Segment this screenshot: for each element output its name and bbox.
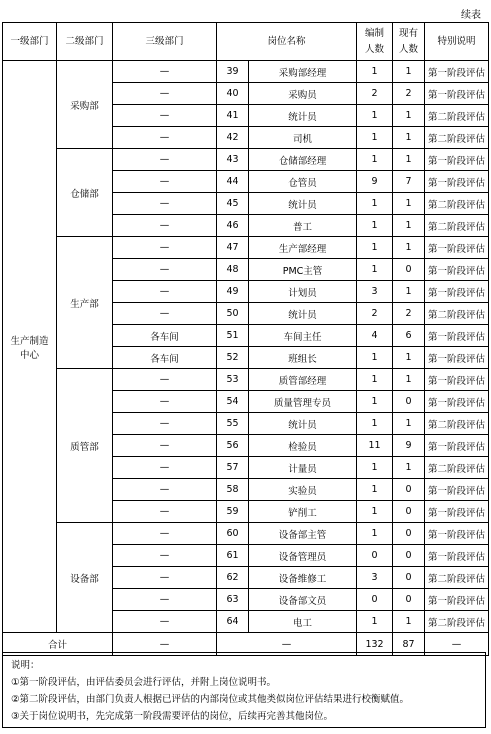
notes-line-2: ②第二阶段评估，由部门负责人根据已评估的内部岗位或其他类似岗位评估结果进行校衡赋值。: [11, 694, 410, 705]
quota-cell: 1: [357, 127, 393, 149]
position-name: 统计员: [249, 303, 357, 325]
position-name: 采购员: [249, 83, 357, 105]
quota-cell: 1: [357, 237, 393, 259]
dept3-cell: —: [113, 391, 217, 413]
dept3-cell: 各车间: [113, 347, 217, 369]
header-dept1: 一级部门: [3, 23, 57, 61]
current-cell: 1: [393, 347, 425, 369]
header-quota: [357, 23, 393, 61]
quota-cell: 11: [357, 435, 393, 457]
position-number: 40: [217, 83, 249, 105]
note-cell: 第一阶段评估: [425, 149, 489, 171]
note-cell: 第一阶段评估: [425, 83, 489, 105]
dept3-cell: —: [113, 501, 217, 523]
current-cell: 0: [393, 259, 425, 281]
current-cell: 0: [393, 523, 425, 545]
dept1-name-line1: 生产制造: [10, 335, 49, 347]
current-cell: 1: [393, 193, 425, 215]
quota-cell: 9: [357, 171, 393, 193]
note-cell: 第一阶段评估: [425, 281, 489, 303]
quota-cell: 1: [357, 501, 393, 523]
current-cell: 1: [393, 611, 425, 633]
position-number: 60: [217, 523, 249, 545]
total-dept3: —: [113, 633, 217, 656]
current-cell: 0: [393, 589, 425, 611]
note-cell: 第一阶段评估: [425, 61, 489, 83]
current-cell: 2: [393, 83, 425, 105]
table-row: [3, 61, 489, 83]
quota-cell: 2: [357, 303, 393, 325]
header-current-line2: 人数: [399, 43, 419, 55]
dept3-cell: —: [113, 259, 217, 281]
dept3-cell: —: [113, 589, 217, 611]
dept2-cell: 生产部: [57, 237, 113, 369]
dept3-cell: —: [113, 479, 217, 501]
position-number: 62: [217, 567, 249, 589]
quota-cell: 1: [357, 105, 393, 127]
dept3-cell: —: [113, 523, 217, 545]
note-cell: 第一阶段评估: [425, 171, 489, 193]
current-cell: 0: [393, 545, 425, 567]
position-name: 统计员: [249, 413, 357, 435]
header-quota-line2: 人数: [365, 43, 385, 55]
quota-cell: 3: [357, 567, 393, 589]
note-cell: 第二阶段评估: [425, 127, 489, 149]
header-dept2: 二级部门: [57, 23, 113, 61]
note-cell: 第二阶段评估: [425, 413, 489, 435]
note-cell: 第一阶段评估: [425, 435, 489, 457]
position-name: 统计员: [249, 193, 357, 215]
position-number: 63: [217, 589, 249, 611]
position-number: 53: [217, 369, 249, 391]
position-number: 58: [217, 479, 249, 501]
position-table: [2, 22, 489, 656]
notes-line-3: ③关于岗位说明书，先完成第一阶段需要评估的岗位，后续再完善其他岗位。: [11, 711, 334, 722]
quota-cell: 1: [357, 61, 393, 83]
position-name: 仓管员: [249, 171, 357, 193]
position-name: 铲削工: [249, 501, 357, 523]
position-name: 设备部文员: [249, 589, 357, 611]
dept3-cell: —: [113, 457, 217, 479]
current-cell: 0: [393, 501, 425, 523]
dept3-cell: —: [113, 149, 217, 171]
note-cell: 第一阶段评估: [425, 501, 489, 523]
position-number: 43: [217, 149, 249, 171]
header-position: 岗位名称: [217, 23, 357, 61]
position-number: 46: [217, 215, 249, 237]
dept3-cell: —: [113, 611, 217, 633]
note-cell: 第一阶段评估: [425, 259, 489, 281]
total-quota: 132: [357, 633, 393, 656]
note-cell: 第二阶段评估: [425, 457, 489, 479]
position-number: 55: [217, 413, 249, 435]
dept1-name-line2: 中心: [19, 349, 39, 361]
current-cell: 1: [393, 413, 425, 435]
position-number: 39: [217, 61, 249, 83]
quota-cell: 1: [357, 347, 393, 369]
current-cell: 1: [393, 237, 425, 259]
quota-cell: 0: [357, 589, 393, 611]
dept3-cell: —: [113, 303, 217, 325]
position-name: 质管部经理: [249, 369, 357, 391]
dept3-cell: —: [113, 369, 217, 391]
notes-line-1: ①第一阶段评估，由评估委员会进行评估，并附上岗位说明书。: [11, 677, 277, 688]
note-cell: 第二阶段评估: [425, 567, 489, 589]
header-quota-line1: 编制: [365, 27, 385, 39]
dept2-cell: 仓储部: [57, 149, 113, 237]
position-name: 生产部经理: [249, 237, 357, 259]
header-note: 特别说明: [425, 23, 489, 61]
dept3-cell: —: [113, 215, 217, 237]
quota-cell: 1: [357, 149, 393, 171]
dept3-cell: —: [113, 105, 217, 127]
position-number: 54: [217, 391, 249, 413]
total-position: —: [217, 633, 357, 656]
dept2-cell: 采购部: [57, 61, 113, 149]
dept3-cell: 各车间: [113, 325, 217, 347]
quota-cell: 1: [357, 611, 393, 633]
position-number: 44: [217, 171, 249, 193]
position-name: 计量员: [249, 457, 357, 479]
current-cell: 1: [393, 127, 425, 149]
note-cell: 第一阶段评估: [425, 589, 489, 611]
quota-cell: 1: [357, 369, 393, 391]
quota-cell: 1: [357, 193, 393, 215]
position-number: 45: [217, 193, 249, 215]
note-cell: 第二阶段评估: [425, 105, 489, 127]
position-number: 59: [217, 501, 249, 523]
quota-cell: 1: [357, 259, 393, 281]
dept3-cell: —: [113, 435, 217, 457]
dept3-cell: —: [113, 171, 217, 193]
position-name: PMC主管: [249, 259, 357, 281]
current-cell: 1: [393, 61, 425, 83]
header-current-line1: 现有: [399, 27, 419, 39]
dept3-cell: —: [113, 127, 217, 149]
current-cell: 1: [393, 369, 425, 391]
current-cell: 1: [393, 281, 425, 303]
header-current: [393, 23, 425, 61]
position-name: 实验员: [249, 479, 357, 501]
dept3-cell: —: [113, 237, 217, 259]
quota-cell: 3: [357, 281, 393, 303]
dept3-cell: —: [113, 545, 217, 567]
position-name: 质量管理专员: [249, 391, 357, 413]
quota-cell: 1: [357, 523, 393, 545]
note-cell: 第一阶段评估: [425, 479, 489, 501]
position-name: 普工: [249, 215, 357, 237]
dept3-cell: —: [113, 83, 217, 105]
dept3-cell: —: [113, 567, 217, 589]
quota-cell: 1: [357, 391, 393, 413]
quota-cell: 0: [357, 545, 393, 567]
position-name: 电工: [249, 611, 357, 633]
dept3-cell: —: [113, 193, 217, 215]
dept3-cell: —: [113, 281, 217, 303]
note-cell: 第一阶段评估: [425, 369, 489, 391]
position-name: 检验员: [249, 435, 357, 457]
position-name: 仓储部经理: [249, 149, 357, 171]
position-number: 51: [217, 325, 249, 347]
dept1-cell: [3, 61, 57, 633]
position-name: 司机: [249, 127, 357, 149]
quota-cell: 1: [357, 457, 393, 479]
position-name: 车间主任: [249, 325, 357, 347]
position-name: 采购部经理: [249, 61, 357, 83]
total-note: —: [425, 633, 489, 656]
total-current: 87: [393, 633, 425, 656]
note-cell: 第二阶段评估: [425, 611, 489, 633]
current-cell: 1: [393, 457, 425, 479]
position-number: 42: [217, 127, 249, 149]
table-row: [3, 149, 489, 171]
quota-cell: 1: [357, 413, 393, 435]
position-number: 56: [217, 435, 249, 457]
position-name: 设备部主管: [249, 523, 357, 545]
position-name: 设备管理员: [249, 545, 357, 567]
quota-cell: 1: [357, 479, 393, 501]
position-number: 47: [217, 237, 249, 259]
continued-label: 续表: [461, 10, 481, 21]
note-cell: 第一阶段评估: [425, 545, 489, 567]
header-dept3: 三级部门: [113, 23, 217, 61]
current-cell: 0: [393, 391, 425, 413]
position-name: 计划员: [249, 281, 357, 303]
current-cell: 1: [393, 149, 425, 171]
position-name: 统计员: [249, 105, 357, 127]
quota-cell: 2: [357, 83, 393, 105]
dept3-cell: —: [113, 61, 217, 83]
position-number: 64: [217, 611, 249, 633]
current-cell: 1: [393, 215, 425, 237]
quota-cell: 1: [357, 215, 393, 237]
position-number: 52: [217, 347, 249, 369]
current-cell: 2: [393, 303, 425, 325]
table-row: [3, 523, 489, 545]
table-row: [3, 369, 489, 391]
dept2-cell: 质管部: [57, 369, 113, 523]
current-cell: 1: [393, 105, 425, 127]
position-name: 设备维修工: [249, 567, 357, 589]
current-cell: 6: [393, 325, 425, 347]
note-cell: 第二阶段评估: [425, 193, 489, 215]
note-cell: 第二阶段评估: [425, 303, 489, 325]
position-number: 50: [217, 303, 249, 325]
table-row: [3, 237, 489, 259]
notes-box: [2, 652, 486, 728]
position-number: 48: [217, 259, 249, 281]
quota-cell: 4: [357, 325, 393, 347]
current-cell: 0: [393, 567, 425, 589]
note-cell: 第二阶段评估: [425, 215, 489, 237]
note-cell: 第一阶段评估: [425, 347, 489, 369]
position-number: 57: [217, 457, 249, 479]
position-name: 班组长: [249, 347, 357, 369]
note-cell: 第一阶段评估: [425, 237, 489, 259]
current-cell: 7: [393, 171, 425, 193]
dept3-cell: —: [113, 413, 217, 435]
total-label: 合计: [3, 633, 113, 656]
note-cell: 第一阶段评估: [425, 391, 489, 413]
note-cell: 第一阶段评估: [425, 523, 489, 545]
current-cell: 9: [393, 435, 425, 457]
position-number: 41: [217, 105, 249, 127]
notes-title: 说明：: [11, 660, 40, 671]
position-number: 61: [217, 545, 249, 567]
current-cell: 0: [393, 479, 425, 501]
position-number: 49: [217, 281, 249, 303]
dept2-cell: 设备部: [57, 523, 113, 633]
note-cell: 第一阶段评估: [425, 325, 489, 347]
